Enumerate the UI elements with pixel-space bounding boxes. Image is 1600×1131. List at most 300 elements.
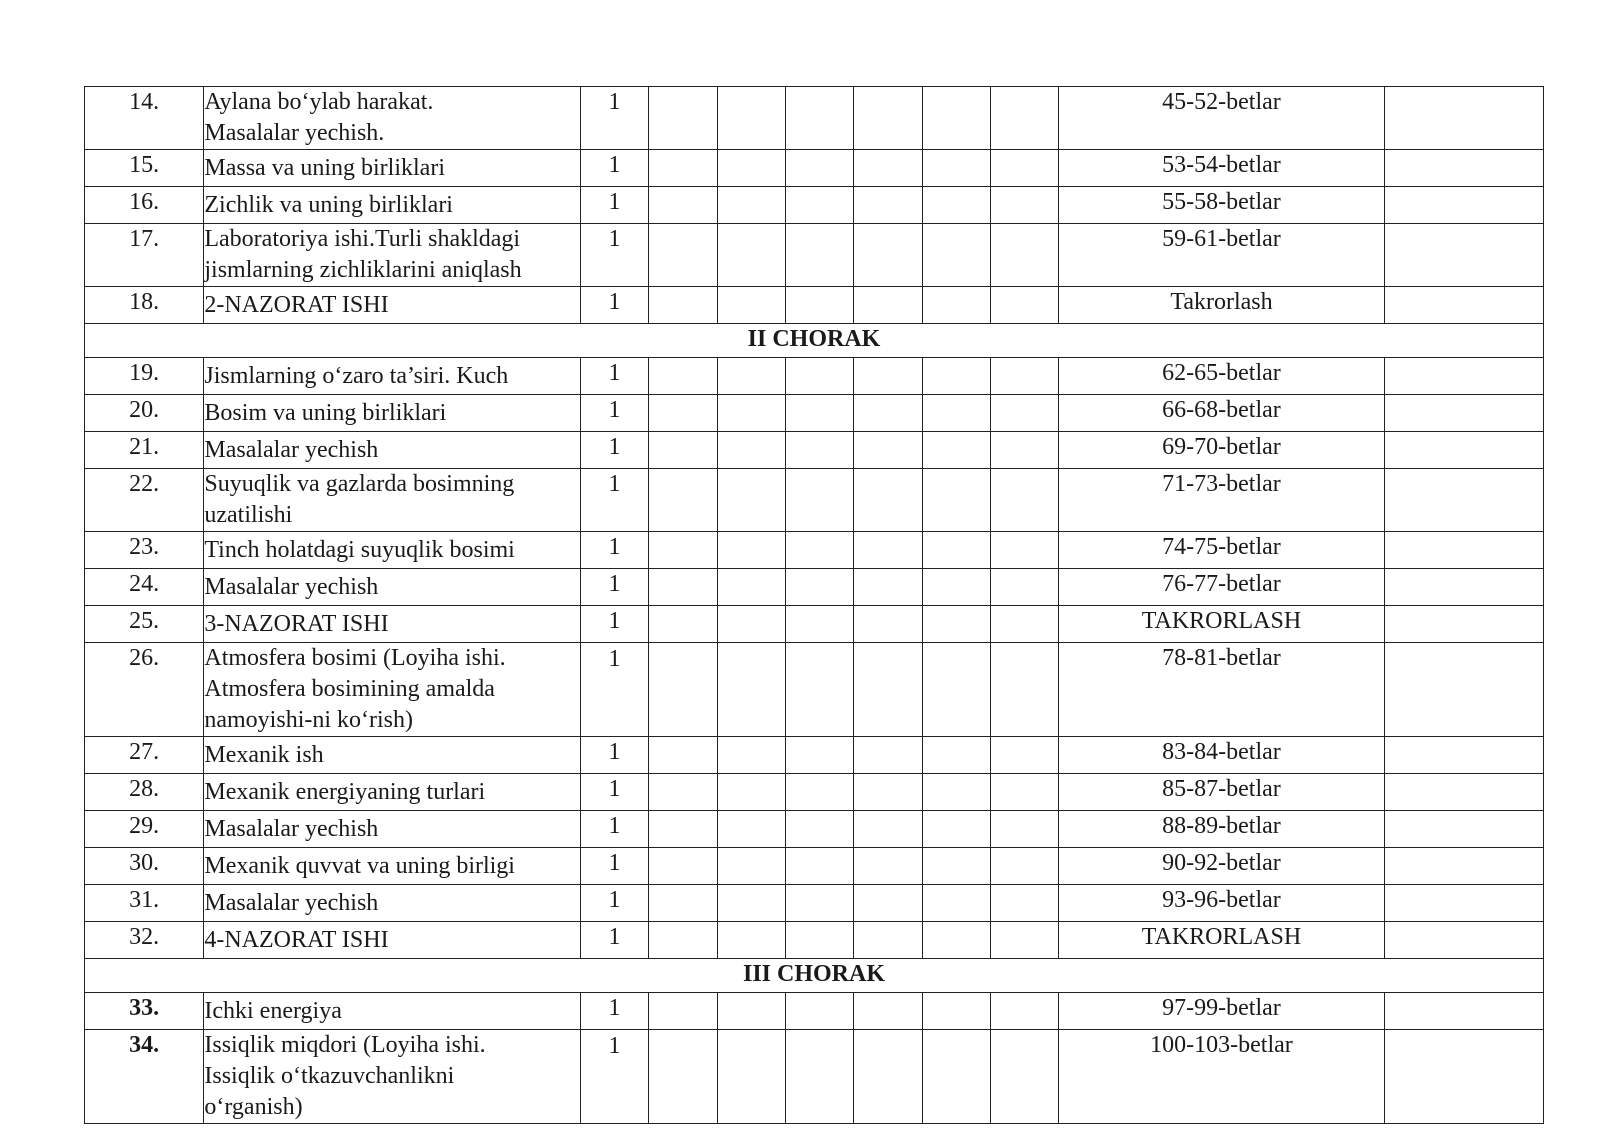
date-cell <box>854 848 922 885</box>
lesson-hours-cell: 1 <box>580 922 648 959</box>
lesson-topic-line: Issiqlik o‘tkazuvchanlikni <box>204 1063 455 1089</box>
table-row <box>85 358 1544 395</box>
lesson-number-cell <box>85 87 204 150</box>
table-row <box>85 432 1544 469</box>
date-cell <box>649 532 717 569</box>
date-cell <box>649 287 717 324</box>
date-cell <box>922 358 990 395</box>
textbook-pages-cell: 76-77-betlar <box>1059 569 1384 606</box>
date-cell <box>922 993 990 1030</box>
table-row <box>85 811 1544 848</box>
lesson-topic-line: Mexanik energiyaning turlari <box>204 779 486 805</box>
lesson-topic-line: Tinch holatdagi suyuqlik bosimi <box>204 537 515 563</box>
date-cell <box>854 569 922 606</box>
date-cell <box>922 1030 990 1124</box>
lesson-number-cell <box>85 469 204 532</box>
lesson-hours-cell: 1 <box>580 643 648 737</box>
date-cell <box>922 569 990 606</box>
date-cell <box>717 606 785 643</box>
notes-cell <box>1384 737 1543 774</box>
date-cell <box>785 643 853 737</box>
textbook-pages-cell: TAKRORLASH <box>1059 922 1384 959</box>
lesson-topic-cell <box>204 224 580 287</box>
date-cell <box>922 774 990 811</box>
lesson-number: 20. <box>129 397 160 423</box>
section-header-row <box>85 324 1544 358</box>
date-cell <box>649 87 717 150</box>
lesson-topic-line: Bosim va uning birliklari <box>204 400 447 426</box>
lesson-hours-cell: 1 <box>580 532 648 569</box>
date-cell <box>717 922 785 959</box>
notes-cell <box>1384 1030 1543 1124</box>
notes-cell <box>1384 885 1543 922</box>
date-cell <box>854 224 922 287</box>
date-cell <box>785 811 853 848</box>
lesson-number: 18. <box>129 289 160 315</box>
date-cell <box>990 469 1058 532</box>
lesson-topic-line: Suyuqlik va gazlarda bosimning <box>204 471 515 497</box>
date-cell <box>990 606 1058 643</box>
date-cell <box>785 885 853 922</box>
date-cell <box>922 606 990 643</box>
date-cell <box>990 532 1058 569</box>
textbook-pages-cell: 100-103-betlar <box>1059 1030 1384 1124</box>
lesson-plan-body <box>85 87 1544 1124</box>
date-cell <box>717 187 785 224</box>
table-row <box>85 87 1544 150</box>
date-cell <box>990 432 1058 469</box>
date-cell <box>990 993 1058 1030</box>
lesson-topic-line: Masalalar yechish <box>204 890 379 916</box>
table-row <box>85 606 1544 643</box>
date-cell <box>649 811 717 848</box>
notes-cell <box>1384 87 1543 150</box>
table-row <box>85 737 1544 774</box>
date-cell <box>649 737 717 774</box>
lesson-topic-line: Ichki energiya <box>204 998 342 1024</box>
date-cell <box>785 224 853 287</box>
lesson-topic-cell <box>204 87 580 150</box>
lesson-topic-line: Masalalar yechish. <box>204 120 385 146</box>
lesson-topic-line: uzatilishi <box>204 502 293 528</box>
table-row <box>85 187 1544 224</box>
date-cell <box>922 848 990 885</box>
date-cell <box>990 643 1058 737</box>
date-cell <box>854 287 922 324</box>
lesson-number-cell <box>85 885 204 922</box>
textbook-pages-cell: 71-73-betlar <box>1059 469 1384 532</box>
date-cell <box>922 737 990 774</box>
lesson-topic-cell <box>204 606 580 643</box>
lesson-number-cell <box>85 606 204 643</box>
date-cell <box>649 432 717 469</box>
lesson-number-cell <box>85 395 204 432</box>
date-cell <box>990 395 1058 432</box>
date-cell <box>922 150 990 187</box>
lesson-topic-line: 2-NAZORAT ISHI <box>204 292 389 318</box>
date-cell <box>854 432 922 469</box>
table-row <box>85 993 1544 1030</box>
lesson-topic-cell <box>204 150 580 187</box>
lesson-hours-cell: 1 <box>580 1030 648 1124</box>
date-cell <box>649 469 717 532</box>
lesson-number-cell <box>85 358 204 395</box>
table-row <box>85 848 1544 885</box>
lesson-hours-cell: 1 <box>580 395 648 432</box>
textbook-pages-cell: 85-87-betlar <box>1059 774 1384 811</box>
date-cell <box>717 885 785 922</box>
lesson-number-cell <box>85 532 204 569</box>
date-cell <box>649 150 717 187</box>
lesson-number-cell <box>85 150 204 187</box>
date-cell <box>990 811 1058 848</box>
date-cell <box>854 774 922 811</box>
lesson-number: 27. <box>129 739 160 765</box>
textbook-pages-cell: 69-70-betlar <box>1059 432 1384 469</box>
lesson-number: 17. <box>129 226 160 252</box>
notes-cell <box>1384 358 1543 395</box>
lesson-hours-cell: 1 <box>580 150 648 187</box>
date-cell <box>990 87 1058 150</box>
date-cell <box>854 187 922 224</box>
date-cell <box>854 150 922 187</box>
date-cell <box>649 774 717 811</box>
textbook-pages-cell: TAKRORLASH <box>1059 606 1384 643</box>
date-cell <box>785 358 853 395</box>
date-cell <box>990 287 1058 324</box>
lesson-number: 25. <box>129 608 160 634</box>
date-cell <box>785 606 853 643</box>
textbook-pages-cell: 55-58-betlar <box>1059 187 1384 224</box>
date-cell <box>785 993 853 1030</box>
lesson-hours-cell: 1 <box>580 87 648 150</box>
date-cell <box>717 358 785 395</box>
notes-cell <box>1384 774 1543 811</box>
lesson-topic-line: jismlarning zichliklarini aniqlash <box>204 257 522 283</box>
lesson-topic-line: Mexanik ish <box>204 742 324 768</box>
lesson-hours-cell: 1 <box>580 993 648 1030</box>
lesson-hours-cell: 1 <box>580 811 648 848</box>
lesson-number-cell <box>85 1030 204 1124</box>
date-cell <box>717 811 785 848</box>
notes-cell <box>1384 532 1543 569</box>
lesson-number: 16. <box>129 189 160 215</box>
lesson-topic-line: namoyishi-ni ko‘rish) <box>204 707 413 733</box>
lesson-topic-cell <box>204 1030 580 1124</box>
date-cell <box>990 848 1058 885</box>
date-cell <box>717 150 785 187</box>
date-cell <box>854 87 922 150</box>
date-cell <box>785 1030 853 1124</box>
textbook-pages-cell: 97-99-betlar <box>1059 993 1384 1030</box>
date-cell <box>990 1030 1058 1124</box>
date-cell <box>717 569 785 606</box>
lesson-number: 26. <box>129 645 160 671</box>
textbook-pages-cell: 45-52-betlar <box>1059 87 1384 150</box>
lesson-number: 33. <box>129 995 160 1021</box>
date-cell <box>785 532 853 569</box>
table-row <box>85 150 1544 187</box>
lesson-hours-cell: 1 <box>580 187 648 224</box>
date-cell <box>717 1030 785 1124</box>
lesson-hours-cell: 1 <box>580 287 648 324</box>
lesson-topic-cell <box>204 885 580 922</box>
notes-cell <box>1384 993 1543 1030</box>
lesson-topic-line: Mexanik quvvat va uning birligi <box>204 853 515 879</box>
date-cell <box>854 532 922 569</box>
date-cell <box>649 606 717 643</box>
date-cell <box>854 1030 922 1124</box>
lesson-number: 28. <box>129 776 160 802</box>
lesson-topic-cell <box>204 993 580 1030</box>
lesson-topic-cell <box>204 187 580 224</box>
textbook-pages-cell: 62-65-betlar <box>1059 358 1384 395</box>
notes-cell <box>1384 469 1543 532</box>
table-row <box>85 774 1544 811</box>
lesson-number-cell <box>85 287 204 324</box>
date-cell <box>717 643 785 737</box>
date-cell <box>785 187 853 224</box>
date-cell <box>649 224 717 287</box>
notes-cell <box>1384 287 1543 324</box>
lesson-topic-cell <box>204 469 580 532</box>
lesson-number-cell <box>85 737 204 774</box>
lesson-topic-line: Jismlarning o‘zaro ta’siri. Kuch <box>204 363 509 389</box>
date-cell <box>785 737 853 774</box>
date-cell <box>717 848 785 885</box>
lesson-number-cell <box>85 643 204 737</box>
date-cell <box>854 643 922 737</box>
lesson-topic-cell <box>204 395 580 432</box>
lesson-number: 21. <box>129 434 160 460</box>
date-cell <box>854 811 922 848</box>
date-cell <box>922 87 990 150</box>
lesson-topic-line: Masalalar yechish <box>204 437 379 463</box>
section-header-row <box>85 959 1544 993</box>
section-title: III CHORAK <box>85 959 1544 993</box>
date-cell <box>990 737 1058 774</box>
notes-cell <box>1384 922 1543 959</box>
textbook-pages-cell: 83-84-betlar <box>1059 737 1384 774</box>
lesson-number: 32. <box>129 924 160 950</box>
date-cell <box>854 358 922 395</box>
date-cell <box>990 885 1058 922</box>
lesson-topic-line: 4-NAZORAT ISHI <box>204 927 389 953</box>
notes-cell <box>1384 224 1543 287</box>
lesson-number: 23. <box>129 534 160 560</box>
lesson-topic-cell <box>204 287 580 324</box>
date-cell <box>922 922 990 959</box>
lesson-plan-table <box>84 86 1544 1124</box>
textbook-pages-cell: 90-92-betlar <box>1059 848 1384 885</box>
date-cell <box>785 848 853 885</box>
date-cell <box>785 569 853 606</box>
section-title: II CHORAK <box>85 324 1544 358</box>
notes-cell <box>1384 606 1543 643</box>
date-cell <box>717 737 785 774</box>
date-cell <box>990 569 1058 606</box>
textbook-pages-cell: 59-61-betlar <box>1059 224 1384 287</box>
date-cell <box>649 1030 717 1124</box>
lesson-topic-line: Masalalar yechish <box>204 574 379 600</box>
date-cell <box>854 395 922 432</box>
table-row <box>85 469 1544 532</box>
date-cell <box>785 287 853 324</box>
date-cell <box>717 469 785 532</box>
date-cell <box>990 358 1058 395</box>
date-cell <box>990 150 1058 187</box>
date-cell <box>717 395 785 432</box>
lesson-topic-line: 3-NAZORAT ISHI <box>204 611 389 637</box>
lesson-hours-cell: 1 <box>580 432 648 469</box>
lesson-number-cell <box>85 811 204 848</box>
table-row <box>85 224 1544 287</box>
date-cell <box>854 922 922 959</box>
lesson-topic-cell <box>204 358 580 395</box>
date-cell <box>922 224 990 287</box>
textbook-pages-cell: Takrorlash <box>1059 287 1384 324</box>
notes-cell <box>1384 150 1543 187</box>
lesson-hours-cell: 1 <box>580 774 648 811</box>
lesson-number: 30. <box>129 850 160 876</box>
date-cell <box>785 432 853 469</box>
date-cell <box>649 922 717 959</box>
lesson-number-cell <box>85 774 204 811</box>
table-row <box>85 395 1544 432</box>
date-cell <box>922 532 990 569</box>
textbook-pages-cell: 93-96-betlar <box>1059 885 1384 922</box>
lesson-topic-line: Atmosfera bosimining amalda <box>204 676 495 702</box>
lesson-hours-cell: 1 <box>580 569 648 606</box>
lesson-topic-line: Zichlik va uning birliklari <box>204 192 453 218</box>
date-cell <box>854 993 922 1030</box>
lesson-number-cell <box>85 993 204 1030</box>
lesson-hours-cell: 1 <box>580 224 648 287</box>
date-cell <box>990 224 1058 287</box>
lesson-number: 14. <box>129 89 160 115</box>
table-row <box>85 922 1544 959</box>
date-cell <box>649 358 717 395</box>
notes-cell <box>1384 811 1543 848</box>
lesson-topic-line: Issiqlik miqdori (Loyiha ishi. <box>204 1032 486 1058</box>
lesson-number-cell <box>85 432 204 469</box>
lesson-number: 31. <box>129 887 160 913</box>
date-cell <box>854 885 922 922</box>
date-cell <box>717 993 785 1030</box>
lesson-hours-cell: 1 <box>580 848 648 885</box>
date-cell <box>649 848 717 885</box>
lesson-number: 34. <box>129 1032 160 1058</box>
lesson-topic-cell <box>204 532 580 569</box>
date-cell <box>854 469 922 532</box>
lesson-number-cell <box>85 569 204 606</box>
lesson-topic-cell <box>204 774 580 811</box>
notes-cell <box>1384 395 1543 432</box>
date-cell <box>922 811 990 848</box>
date-cell <box>990 922 1058 959</box>
date-cell <box>785 774 853 811</box>
table-row <box>85 287 1544 324</box>
lesson-number: 22. <box>129 471 160 497</box>
date-cell <box>649 993 717 1030</box>
textbook-pages-cell: 88-89-betlar <box>1059 811 1384 848</box>
date-cell <box>922 287 990 324</box>
lesson-number-cell <box>85 187 204 224</box>
date-cell <box>717 774 785 811</box>
textbook-pages-cell: 66-68-betlar <box>1059 395 1384 432</box>
textbook-pages-cell: 74-75-betlar <box>1059 532 1384 569</box>
notes-cell <box>1384 569 1543 606</box>
textbook-pages-cell: 53-54-betlar <box>1059 150 1384 187</box>
date-cell <box>785 395 853 432</box>
lesson-topic-line: Massa va uning birliklari <box>204 155 445 181</box>
lesson-hours-cell: 1 <box>580 469 648 532</box>
date-cell <box>785 150 853 187</box>
lesson-topic-line: Aylana bo‘ylab harakat. <box>204 89 434 115</box>
lesson-hours-cell: 1 <box>580 885 648 922</box>
lesson-topic-line: Masalalar yechish <box>204 816 379 842</box>
notes-cell <box>1384 432 1543 469</box>
lesson-topic-cell <box>204 922 580 959</box>
lesson-topic-line: Laboratoriya ishi.Turli shakldagi <box>204 226 521 252</box>
lesson-hours-cell: 1 <box>580 606 648 643</box>
date-cell <box>922 187 990 224</box>
lesson-hours-cell: 1 <box>580 358 648 395</box>
table-row <box>85 532 1544 569</box>
lesson-topic-line: Atmosfera bosimi (Loyiha ishi. <box>204 645 506 671</box>
lesson-topic-cell <box>204 432 580 469</box>
date-cell <box>649 885 717 922</box>
date-cell <box>785 87 853 150</box>
lesson-topic-cell <box>204 737 580 774</box>
table-row <box>85 885 1544 922</box>
date-cell <box>649 187 717 224</box>
lesson-topic-cell <box>204 569 580 606</box>
notes-cell <box>1384 643 1543 737</box>
notes-cell <box>1384 187 1543 224</box>
notes-cell <box>1384 848 1543 885</box>
lesson-topic-cell <box>204 643 580 737</box>
date-cell <box>922 432 990 469</box>
date-cell <box>854 737 922 774</box>
date-cell <box>717 224 785 287</box>
lesson-hours-cell: 1 <box>580 737 648 774</box>
date-cell <box>854 606 922 643</box>
date-cell <box>649 643 717 737</box>
date-cell <box>717 287 785 324</box>
lesson-number: 19. <box>129 360 160 386</box>
table-row <box>85 1030 1544 1124</box>
lesson-number-cell <box>85 848 204 885</box>
date-cell <box>990 187 1058 224</box>
date-cell <box>922 469 990 532</box>
date-cell <box>649 569 717 606</box>
date-cell <box>717 432 785 469</box>
date-cell <box>922 395 990 432</box>
date-cell <box>785 469 853 532</box>
lesson-number: 15. <box>129 152 160 178</box>
lesson-number: 24. <box>129 571 160 597</box>
date-cell <box>785 922 853 959</box>
date-cell <box>649 395 717 432</box>
lesson-number-cell <box>85 922 204 959</box>
date-cell <box>922 885 990 922</box>
lesson-number: 29. <box>129 813 160 839</box>
lesson-topic-cell <box>204 811 580 848</box>
date-cell <box>717 87 785 150</box>
textbook-pages-cell: 78-81-betlar <box>1059 643 1384 737</box>
lesson-topic-line: o‘rganish) <box>204 1094 303 1120</box>
